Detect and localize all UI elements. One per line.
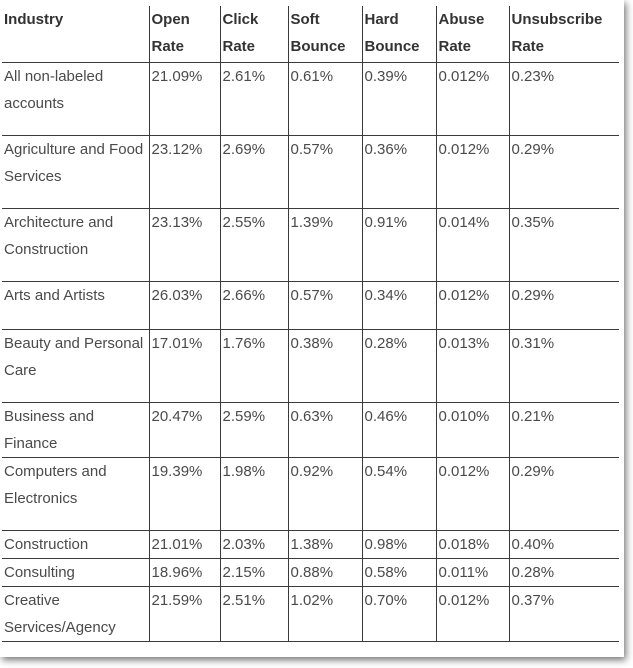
header-abuse-rate: Abuse Rate (436, 6, 509, 63)
industry-cell: All non-labeled accounts (2, 63, 149, 136)
table-row (2, 63, 619, 136)
industry-cell: Business and Finance (2, 403, 149, 458)
unsubscribe-rate-cell: 0.37% (509, 587, 619, 642)
abuse-rate-cell: 0.010% (436, 403, 509, 458)
soft-bounce-cell: 0.57% (288, 136, 362, 209)
unsubscribe-rate-cell: 0.35% (509, 209, 619, 282)
unsubscribe-rate-cell: 0.28% (509, 559, 619, 587)
hard-bounce-cell: 0.36% (362, 136, 436, 209)
industry-cell: Beauty and Personal Care (2, 330, 149, 403)
unsubscribe-rate-cell: 0.21% (509, 403, 619, 458)
open-rate-cell: 23.13% (149, 209, 220, 282)
soft-bounce-cell: 0.92% (288, 458, 362, 531)
hard-bounce-cell: 0.46% (362, 403, 436, 458)
hard-bounce-cell: 0.98% (362, 531, 436, 559)
soft-bounce-cell: 0.38% (288, 330, 362, 403)
abuse-rate-cell: 0.012% (436, 136, 509, 209)
abuse-rate-cell: 0.018% (436, 531, 509, 559)
unsubscribe-rate-cell: 0.29% (509, 136, 619, 209)
industry-cell: Computers and Electronics (2, 458, 149, 531)
open-rate-cell: 26.03% (149, 282, 220, 330)
abuse-rate-cell: 0.012% (436, 458, 509, 531)
abuse-rate-cell: 0.014% (436, 209, 509, 282)
header-unsubscribe-rate: Unsubscribe Rate (509, 6, 619, 63)
hard-bounce-cell: 0.54% (362, 458, 436, 531)
abuse-rate-cell: 0.011% (436, 559, 509, 587)
click-rate-cell: 2.51% (220, 587, 288, 642)
abuse-rate-cell: 0.012% (436, 63, 509, 136)
click-rate-cell: 2.59% (220, 403, 288, 458)
soft-bounce-cell: 1.38% (288, 531, 362, 559)
table-row (2, 209, 619, 282)
industry-cell: Agriculture and Food Services (2, 136, 149, 209)
hard-bounce-cell: 0.91% (362, 209, 436, 282)
header-row (2, 6, 619, 63)
hard-bounce-cell: 0.34% (362, 282, 436, 330)
industry-benchmarks-table (2, 6, 619, 642)
open-rate-cell: 21.59% (149, 587, 220, 642)
header-soft-bounce: Soft Bounce (288, 6, 362, 63)
industry-cell: Arts and Artists (2, 282, 149, 330)
abuse-rate-cell: 0.012% (436, 587, 509, 642)
table-row (2, 458, 619, 531)
click-rate-cell: 2.15% (220, 559, 288, 587)
unsubscribe-rate-cell: 0.29% (509, 458, 619, 531)
soft-bounce-cell: 0.63% (288, 403, 362, 458)
header-industry: Industry (2, 6, 149, 63)
unsubscribe-rate-cell: 0.31% (509, 330, 619, 403)
open-rate-cell: 18.96% (149, 559, 220, 587)
abuse-rate-cell: 0.012% (436, 282, 509, 330)
click-rate-cell: 2.69% (220, 136, 288, 209)
click-rate-cell: 2.03% (220, 531, 288, 559)
click-rate-cell: 2.55% (220, 209, 288, 282)
click-rate-cell: 2.66% (220, 282, 288, 330)
open-rate-cell: 17.01% (149, 330, 220, 403)
table-row (2, 136, 619, 209)
click-rate-cell: 2.61% (220, 63, 288, 136)
hard-bounce-cell: 0.28% (362, 330, 436, 403)
table-row (2, 330, 619, 403)
table-row (2, 282, 619, 330)
click-rate-cell: 1.76% (220, 330, 288, 403)
unsubscribe-rate-cell: 0.40% (509, 531, 619, 559)
header-hard-bounce: Hard Bounce (362, 6, 436, 63)
industry-cell: Consulting (2, 559, 149, 587)
header-open-rate: Open Rate (149, 6, 220, 63)
click-rate-cell: 1.98% (220, 458, 288, 531)
unsubscribe-rate-cell: 0.23% (509, 63, 619, 136)
open-rate-cell: 23.12% (149, 136, 220, 209)
industry-cell: Construction (2, 531, 149, 559)
soft-bounce-cell: 0.88% (288, 559, 362, 587)
hard-bounce-cell: 0.70% (362, 587, 436, 642)
open-rate-cell: 21.01% (149, 531, 220, 559)
soft-bounce-cell: 1.39% (288, 209, 362, 282)
industry-cell: Creative Services/Agency (2, 587, 149, 642)
table-row (2, 531, 619, 559)
table-row (2, 587, 619, 642)
header-click-rate: Click Rate (220, 6, 288, 63)
open-rate-cell: 21.09% (149, 63, 220, 136)
hard-bounce-cell: 0.58% (362, 559, 436, 587)
soft-bounce-cell: 0.61% (288, 63, 362, 136)
unsubscribe-rate-cell: 0.29% (509, 282, 619, 330)
industry-cell: Architecture and Construction (2, 209, 149, 282)
soft-bounce-cell: 0.57% (288, 282, 362, 330)
open-rate-cell: 20.47% (149, 403, 220, 458)
abuse-rate-cell: 0.013% (436, 330, 509, 403)
table-row (2, 559, 619, 587)
table-row (2, 403, 619, 458)
soft-bounce-cell: 1.02% (288, 587, 362, 642)
hard-bounce-cell: 0.39% (362, 63, 436, 136)
open-rate-cell: 19.39% (149, 458, 220, 531)
